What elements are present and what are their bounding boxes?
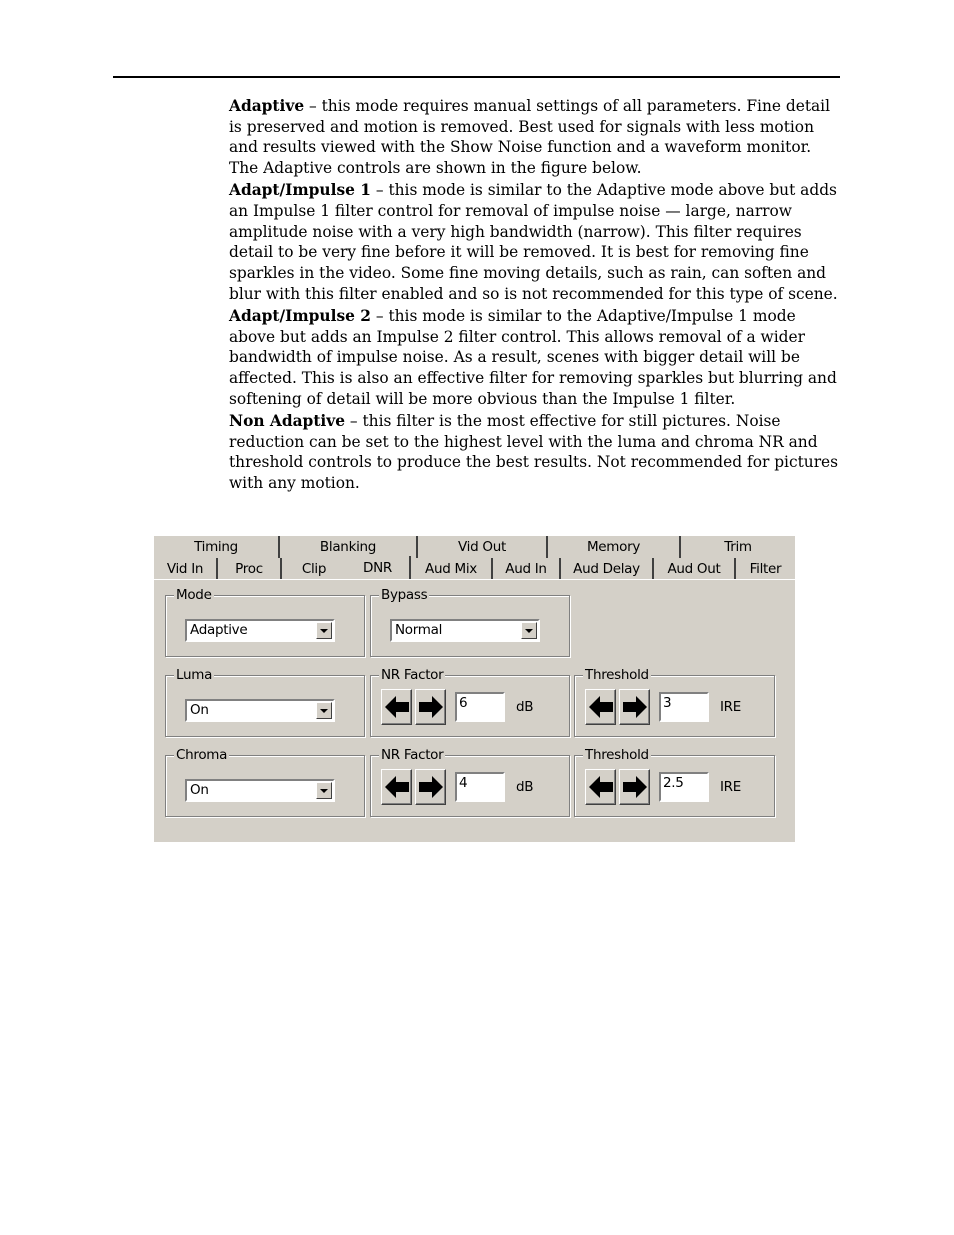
chroma-nr-factor-group — [370, 747, 570, 817]
luma-threshold-decrease-button[interactable] — [585, 689, 616, 725]
tab-aud-out[interactable]: Aud Out — [654, 558, 736, 580]
chroma-label: Chroma — [176, 747, 228, 763]
chroma-dropdown-button[interactable] — [316, 782, 332, 799]
arrow-right-icon — [622, 694, 648, 720]
bypass-dropdown-button[interactable] — [521, 622, 537, 639]
chroma-threshold-increase-button[interactable] — [619, 769, 650, 805]
chroma-threshold-unit: IRE — [720, 779, 741, 795]
chroma-group — [165, 747, 365, 817]
luma-threshold-increase-button[interactable] — [619, 689, 650, 725]
chevron-down-icon — [320, 629, 328, 633]
tab-blanking[interactable]: Blanking — [280, 536, 418, 558]
chroma-threshold-input[interactable]: 2.5 — [659, 772, 709, 802]
luma-nr-factor-input[interactable]: 6 — [455, 692, 505, 722]
arrow-left-icon — [384, 694, 410, 720]
chroma-threshold-label: Threshold — [585, 747, 649, 763]
tab-aud-mix[interactable]: Aud Mix — [411, 558, 493, 580]
luma-nr-decrease-button[interactable] — [381, 689, 412, 725]
chroma-threshold-group — [574, 747, 775, 817]
mode-select[interactable] — [185, 619, 335, 642]
luma-nr-increase-button[interactable] — [415, 689, 446, 725]
luma-nr-unit: dB — [516, 699, 534, 715]
mode-value: Adaptive — [190, 622, 248, 638]
chroma-nr-decrease-button[interactable] — [381, 769, 412, 805]
chevron-down-icon — [320, 709, 328, 713]
bypass-group — [370, 587, 570, 657]
luma-label: Luma — [176, 667, 213, 683]
chroma-threshold-decrease-button[interactable] — [585, 769, 616, 805]
tab-timing[interactable]: Timing — [154, 536, 280, 558]
chevron-down-icon — [525, 629, 533, 633]
tab-baseline — [154, 579, 795, 580]
mode-label: Mode — [176, 587, 212, 603]
paragraph-adaptive: Adaptive – this mode requires manual settings of all parameters. Fine detail is preserved and motion is removed. Best used for signals with less motion and results viewed with the Show Noise function and a waveform monitor. The Adaptive controls are shown in the figure below. — [229, 97, 831, 178]
luma-select[interactable] — [185, 699, 335, 722]
luma-threshold-label: Threshold — [585, 667, 649, 683]
tab-clip[interactable]: Clip — [301, 561, 327, 577]
luma-value: On — [190, 702, 209, 718]
tab-proc[interactable]: Proc — [218, 558, 282, 580]
chroma-nr-unit: dB — [516, 779, 534, 795]
tab-filter[interactable]: Filter — [749, 561, 782, 577]
bypass-label: Bypass — [381, 587, 428, 603]
luma-dropdown-button[interactable] — [316, 702, 332, 719]
tab-row-1 — [154, 536, 795, 558]
chevron-down-icon — [320, 789, 328, 793]
body-text — [229, 96, 839, 495]
arrow-left-icon — [384, 774, 410, 800]
tab-aud-in[interactable]: Aud In — [493, 558, 561, 580]
mode-group — [165, 587, 365, 657]
arrow-right-icon — [418, 694, 444, 720]
chroma-nr-factor-label: NR Factor — [381, 747, 444, 763]
luma-nr-factor-label: NR Factor — [381, 667, 444, 683]
paragraph-adapt-impulse-1: Adapt/Impulse 1 – this mode is similar to the Adaptive mode above but adds an Impulse 1 filter control for removal of impulse noise — large, narrow amplitude noise with a very high bandwidth (narrow). This filter requires detail to be very fine before it will be removed. It is best for removing fine sparkles in the video. Some fine moving details, such as rain, can soften and blur with this filter enabled and so is not recommended for this type of scene. — [229, 181, 838, 303]
tab-trim[interactable]: Trim — [724, 539, 752, 555]
tab-vid-out[interactable]: Vid Out — [418, 536, 548, 558]
arrow-right-icon — [418, 774, 444, 800]
chroma-select[interactable] — [185, 779, 335, 802]
mode-dropdown-button[interactable] — [316, 622, 332, 639]
luma-threshold-input[interactable]: 3 — [659, 692, 709, 722]
arrow-right-icon — [622, 774, 648, 800]
luma-threshold-group — [574, 667, 775, 737]
arrow-left-icon — [588, 774, 614, 800]
header-rule — [113, 76, 840, 78]
tab-aud-delay[interactable]: Aud Delay — [561, 558, 654, 580]
paragraph-non-adaptive: Non Adaptive – this filter is the most effective for still pictures. Noise reduction can be set to the highest level with the luma and chroma NR and threshold controls to produce the best results. Not recommended for pictures with any motion. — [229, 412, 839, 493]
tab-row-2 — [154, 558, 795, 580]
tab-vid-in[interactable]: Vid In — [154, 558, 218, 580]
tab-memory[interactable]: Memory — [548, 536, 681, 558]
dnr-dialog-screenshot — [154, 536, 795, 842]
paragraph-adapt-impulse-2: Adapt/Impulse 2 – this mode is similar to the Adaptive/Impulse 1 mode above but adds an Impulse 2 filter control. This allows removal of a wider bandwidth of impulse noise. As a result, scenes with bigger detail will be affected. This is also an effective filter for removing sparkles but blurring and softening of detail will be more obvious than the Impulse 1 filter. — [229, 307, 837, 408]
chroma-nr-factor-input[interactable]: 4 — [455, 772, 505, 802]
chroma-nr-increase-button[interactable] — [415, 769, 446, 805]
bypass-value: Normal — [395, 622, 443, 638]
luma-threshold-unit: IRE — [720, 699, 741, 715]
tab-dnr[interactable]: DNR — [346, 556, 411, 580]
luma-nr-factor-group — [370, 667, 570, 737]
bypass-select[interactable] — [390, 619, 540, 642]
chroma-value: On — [190, 782, 209, 798]
luma-group — [165, 667, 365, 737]
arrow-left-icon — [588, 694, 614, 720]
